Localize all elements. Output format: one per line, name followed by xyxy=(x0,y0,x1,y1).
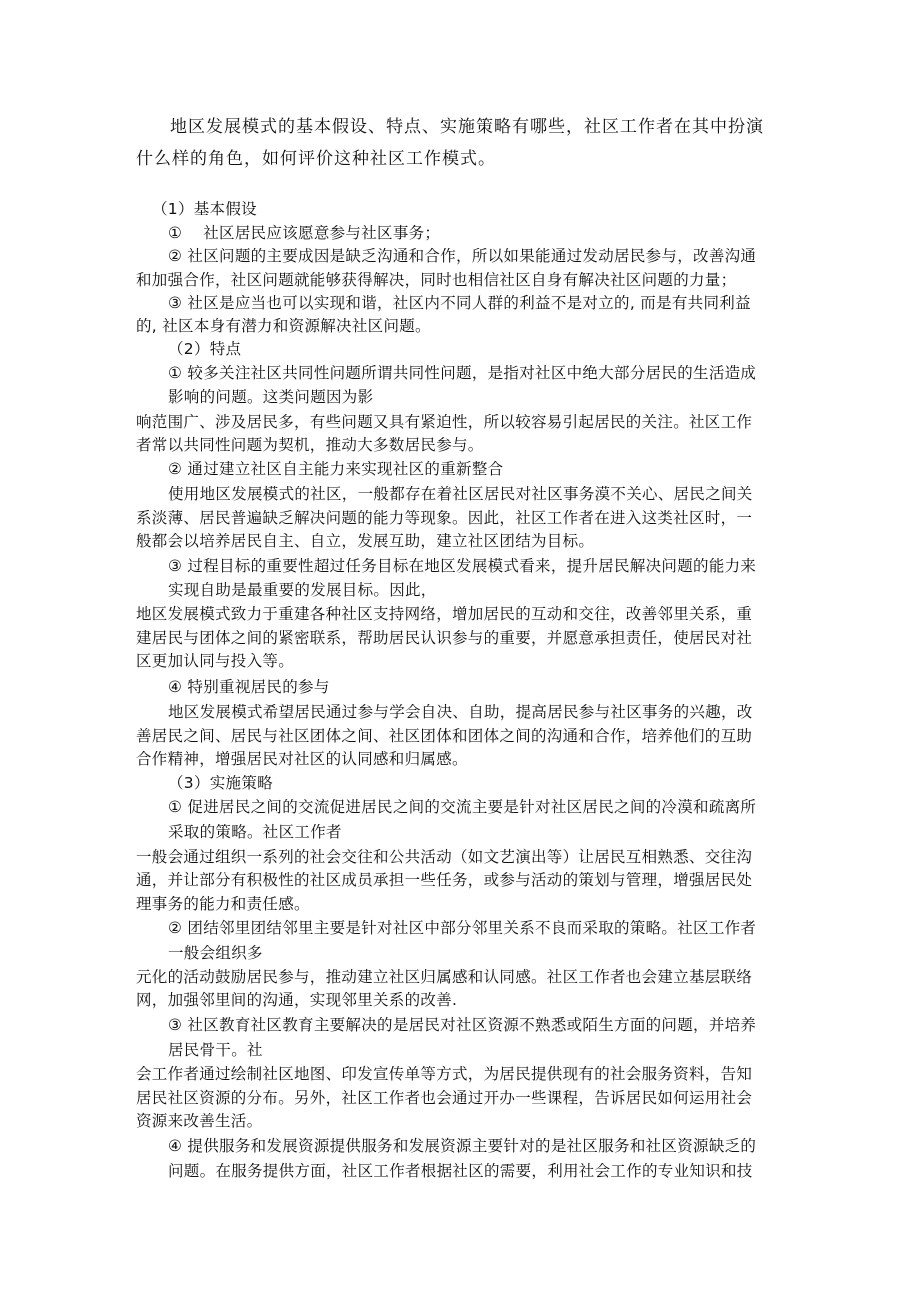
body-line: 区更加认同与投入等。 xyxy=(136,652,295,670)
body-line: 居民骨干。社 xyxy=(168,1041,263,1059)
body-line: 善居民之间、居民与社区团体之间、社区团体和团体之间的沟通和合作，培养他们的互助 xyxy=(136,727,753,745)
body-line: 使用地区发展模式的社区，一般都存在着社区居民对社区事务漠不关心、居民之间关 xyxy=(168,485,753,503)
body-line: 一般会组织多 xyxy=(168,944,263,962)
body-line: 问题。在服务提供方面，社区工作者根据社区的需要，利用社会工作的专业知识和技 xyxy=(168,1162,753,1180)
body-line: 理事务的能力和责任感。 xyxy=(136,895,310,913)
body-line: ③ 过程目标的重要性超过任务目标在地区发展模式看来，提升居民解决问题的能力来 xyxy=(168,557,757,575)
body-line: 的, 社区本身有潜力和资源解决社区问题。 xyxy=(136,317,431,335)
body-line: ② 社区问题的主要成因是缺乏沟通和合作，所以如果能通过发动居民参与，改善沟通 xyxy=(168,247,757,265)
body-line: 影响的问题。这类问题因为影 xyxy=(168,388,374,406)
body-line: 合作精神，增强居民对社区的认同感和归属感。 xyxy=(136,750,468,768)
body-line: ③ 社区是应当也可以实现和谐，社区内不同人群的利益不是对立的, 而是有共同利益 xyxy=(168,294,751,312)
body-line: ④ 特别重视居民的参与 xyxy=(168,678,330,696)
body-line: 般都会以培养居民自主、自立，发展互助，建立社区团结为目标。 xyxy=(136,532,595,550)
body-line: 和加强合作，社区问题就能够获得解决，同时也相信社区自身有解决社区问题的力量； xyxy=(136,271,737,289)
question-title-line-2: 什么样的角色，如何评价这种社区工作模式。 xyxy=(136,149,496,169)
section-heading-assumptions: （1）基本假设 xyxy=(152,200,257,218)
body-line: 者常以共同性问题为契机，推动大多数居民参与。 xyxy=(136,436,484,454)
section-heading-features: （2）特点 xyxy=(168,340,242,358)
body-line: 采取的策略。社区工作者 xyxy=(168,823,342,841)
body-line: 建居民与团体之间的紧密联系，帮助居民认识参与的重要，并愿意承担责任，使居民对社 xyxy=(136,629,753,647)
question-title-line-1: 地区发展模式的基本假设、特点、实施策略有哪些，社区工作者在其中扮演 xyxy=(170,117,764,137)
body-line: 响范围广、涉及居民多，有些问题又具有紧迫性，所以较容易引起居民的关注。社区工作 xyxy=(136,413,753,431)
body-line: ① 促进居民之间的交流促进居民之间的交流主要是针对社区居民之间的冷漠和疏离所 xyxy=(168,798,757,816)
body-line: ② 团结邻里团结邻里主要是针对社区中部分邻里关系不良而采取的策略。社区工作者 xyxy=(168,919,757,937)
body-line: ① 社区居民应该愿意参与社区事务； xyxy=(168,224,441,242)
body-line: ③ 社区教育社区教育主要解决的是居民对社区资源不熟悉或陌生方面的问题，并培养 xyxy=(168,1016,757,1034)
body-line: ④ 提供服务和发展资源提供服务和发展资源主要针对的是社区服务和社区资源缺乏的 xyxy=(168,1137,757,1155)
body-line: 元化的活动鼓励居民参与，推动建立社区归属感和认同感。社区工作者也会建立基层联络 xyxy=(136,968,753,986)
body-line: 地区发展模式希望居民通过参与学会自决、自助，提高居民参与社区事务的兴趣，改 xyxy=(168,703,753,721)
body-line: 网，加强邻里间的沟通，实现邻里关系的改善. xyxy=(136,991,458,1009)
body-line: 一般会通过组织一系列的社会交往和公共活动（如文艺演出等）让居民互相熟悉、交往沟 xyxy=(136,848,753,866)
body-line: ① 较多关注社区共同性问题所谓共同性问题，是指对社区中绝大部分居民的生活造成 xyxy=(168,364,757,382)
section-heading-strategies: （3）实施策略 xyxy=(168,774,273,792)
body-line: 实现自助是最重要的发展目标。因此， xyxy=(168,581,437,599)
body-line: 居民社区资源的分布。另外，社区工作者也会通过开办一些课程，告诉居民如何运用社会 xyxy=(136,1089,753,1107)
body-line: 资源来改善生活。 xyxy=(136,1112,263,1130)
body-line: 会工作者通过绘制社区地图、印发宣传单等方式，为居民提供现有的社会服务资料，告知 xyxy=(136,1065,753,1083)
body-line: 系淡薄、居民普遍缺乏解决问题的能力等现象。因此，社区工作者在进入这类社区时，一 xyxy=(136,509,753,527)
body-line: 通，并让部分有积极性的社区成员承担一些任务，或参与活动的策划与管理，增强居民处 xyxy=(136,871,753,889)
body-line: ② 通过建立社区自主能力来实现社区的重新整合 xyxy=(168,460,504,478)
body-line: 地区发展模式致力于重建各种社区支持网络，增加居民的互动和交往，改善邻里关系，重 xyxy=(136,605,753,623)
